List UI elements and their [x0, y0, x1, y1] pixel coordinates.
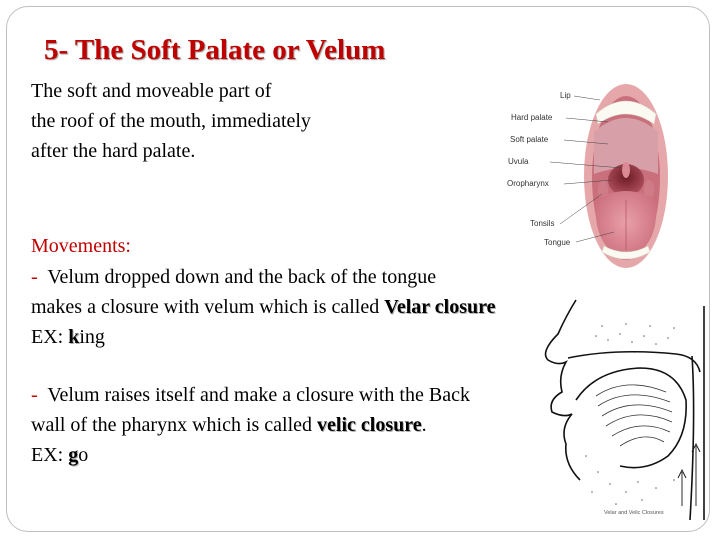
definition-paragraph	[31, 76, 311, 166]
bullet-velic-period: .	[421, 414, 427, 436]
bullet-velic-line-1	[31, 380, 470, 410]
label-tongue: Tongue	[544, 238, 571, 247]
mouth-anatomy-illustration	[504, 82, 668, 272]
slide-title: 5- The Soft Palate or Velum	[44, 34, 386, 66]
bullet-velar-line-1	[31, 262, 496, 292]
label-hard-palate: Hard palate	[511, 113, 553, 122]
bullet-velic-line-2	[31, 410, 470, 440]
head-outline	[546, 300, 704, 520]
velic-closure-term: velic closure	[317, 414, 422, 436]
bullet-velic-text-1: Velum raises itself and make a closure with the Back	[47, 384, 470, 406]
bullet-velic-text-2: wall of the pharynx which is called	[31, 414, 318, 436]
definition-line-2: the roof of the mouth, immediately	[31, 110, 311, 132]
bullet-dash: -	[31, 384, 38, 406]
bullet-dash: -	[31, 266, 38, 288]
bullet-velar-text-1: Velum dropped down and the back of the tongue	[47, 266, 437, 288]
velar-closure-term: Velar closure	[384, 296, 496, 318]
bullet-velar-line-2	[31, 292, 496, 322]
example-prefix: EX:	[31, 444, 69, 466]
example-bold-letter: g	[68, 444, 79, 466]
airflow-arrows	[678, 444, 700, 506]
uvula-shape	[622, 162, 630, 178]
stippling	[585, 323, 675, 505]
label-tonsils: Tonsils	[530, 219, 555, 228]
definition-line-1: The soft and moveable part of	[31, 80, 272, 102]
example-bold-letter: k	[68, 326, 80, 348]
label-uvula: Uvula	[508, 157, 529, 166]
example-prefix: EX:	[31, 326, 69, 348]
label-soft-palate: Soft palate	[510, 135, 549, 144]
label-oropharynx: Oropharynx	[507, 179, 549, 188]
diagram-caption: Velar and Velic Closures	[604, 510, 664, 516]
label-lip: Lip	[560, 91, 571, 100]
example-rest: o	[78, 444, 89, 466]
bullet-velar-example	[31, 322, 496, 352]
bullet-velar-text-2: makes a closure with velum which is called	[31, 296, 385, 318]
bullet-velic	[31, 380, 470, 470]
sagittal-section-illustration	[536, 296, 712, 520]
tongue-fibers	[596, 385, 672, 446]
bullet-velar	[31, 262, 496, 352]
example-rest: ing	[79, 326, 105, 348]
movements-heading: Movements:	[31, 235, 131, 257]
bullet-velic-example	[31, 440, 470, 470]
definition-line-3: after the hard palate.	[31, 140, 196, 162]
